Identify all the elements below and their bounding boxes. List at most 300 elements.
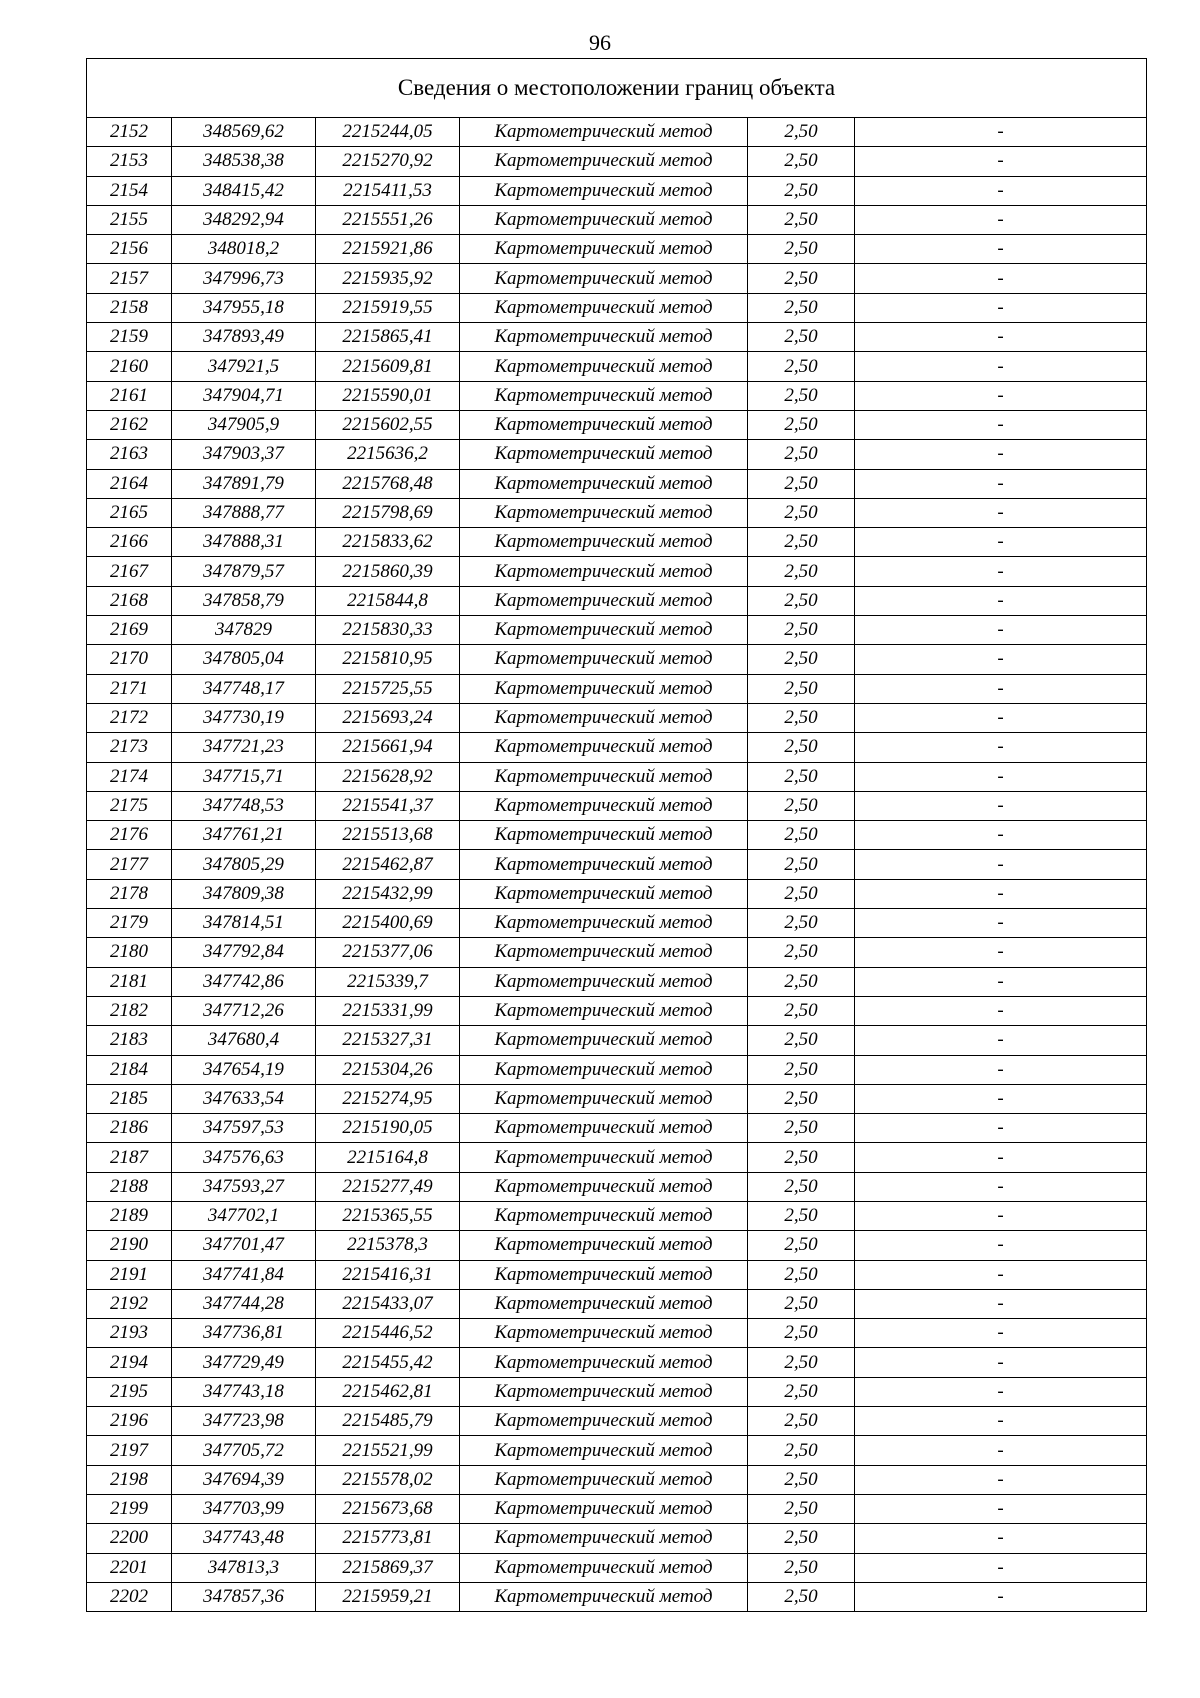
y-coordinate-cell: 2215331,99 [316, 996, 460, 1025]
y-coordinate-cell: 2215400,69 [316, 909, 460, 938]
table-row [87, 1201, 1147, 1230]
table-row [87, 1465, 1147, 1494]
description-cell: - [855, 616, 1147, 645]
y-coordinate-cell: 2215446,52 [316, 1319, 460, 1348]
accuracy-cell: 2,50 [748, 821, 855, 850]
point-number-cell: 2185 [87, 1084, 172, 1113]
point-number-cell: 2201 [87, 1553, 172, 1582]
description-cell: - [855, 703, 1147, 732]
method-cell: Картометрический метод [460, 733, 748, 762]
table-row [87, 1377, 1147, 1406]
point-number-cell: 2176 [87, 821, 172, 850]
accuracy-cell: 2,50 [748, 996, 855, 1025]
table-row [87, 1231, 1147, 1260]
x-coordinate-cell: 347858,79 [172, 586, 316, 615]
table-row [87, 1407, 1147, 1436]
point-number-cell: 2186 [87, 1114, 172, 1143]
description-cell: - [855, 1201, 1147, 1230]
accuracy-cell: 2,50 [748, 703, 855, 732]
description-cell: - [855, 293, 1147, 322]
y-coordinate-cell: 2215602,55 [316, 410, 460, 439]
method-cell: Картометрический метод [460, 1114, 748, 1143]
description-cell: - [855, 996, 1147, 1025]
accuracy-cell: 2,50 [748, 1143, 855, 1172]
description-cell: - [855, 1582, 1147, 1611]
x-coordinate-cell: 347879,57 [172, 557, 316, 586]
table-row [87, 967, 1147, 996]
point-number-cell: 2171 [87, 674, 172, 703]
description-cell: - [855, 381, 1147, 410]
accuracy-cell: 2,50 [748, 1289, 855, 1318]
table-row [87, 1348, 1147, 1377]
y-coordinate-cell: 2215628,92 [316, 762, 460, 791]
x-coordinate-cell: 347805,04 [172, 645, 316, 674]
accuracy-cell: 2,50 [748, 850, 855, 879]
point-number-cell: 2166 [87, 528, 172, 557]
table-row [87, 118, 1147, 147]
description-cell: - [855, 1114, 1147, 1143]
description-cell: - [855, 762, 1147, 791]
table-row [87, 1582, 1147, 1611]
accuracy-cell: 2,50 [748, 264, 855, 293]
x-coordinate-cell: 347829 [172, 616, 316, 645]
point-number-cell: 2198 [87, 1465, 172, 1494]
y-coordinate-cell: 2215725,55 [316, 674, 460, 703]
point-number-cell: 2187 [87, 1143, 172, 1172]
table-row [87, 762, 1147, 791]
y-coordinate-cell: 2215693,24 [316, 703, 460, 732]
x-coordinate-cell: 347905,9 [172, 410, 316, 439]
x-coordinate-cell: 347742,86 [172, 967, 316, 996]
accuracy-cell: 2,50 [748, 469, 855, 498]
point-number-cell: 2180 [87, 938, 172, 967]
method-cell: Картометрический метод [460, 410, 748, 439]
y-coordinate-cell: 2215416,31 [316, 1260, 460, 1289]
table-row [87, 381, 1147, 410]
y-coordinate-cell: 2215432,99 [316, 879, 460, 908]
point-number-cell: 2159 [87, 323, 172, 352]
description-cell: - [855, 1143, 1147, 1172]
y-coordinate-cell: 2215485,79 [316, 1407, 460, 1436]
method-cell: Картометрический метод [460, 1377, 748, 1406]
x-coordinate-cell: 348415,42 [172, 176, 316, 205]
description-cell: - [855, 118, 1147, 147]
point-number-cell: 2160 [87, 352, 172, 381]
accuracy-cell: 2,50 [748, 1582, 855, 1611]
method-cell: Картометрический метод [460, 821, 748, 850]
y-coordinate-cell: 2215411,53 [316, 176, 460, 205]
point-number-cell: 2202 [87, 1582, 172, 1611]
table-row [87, 1114, 1147, 1143]
method-cell: Картометрический метод [460, 938, 748, 967]
accuracy-cell: 2,50 [748, 1494, 855, 1523]
accuracy-cell: 2,50 [748, 967, 855, 996]
table-row [87, 323, 1147, 352]
method-cell: Картометрический метод [460, 381, 748, 410]
table-row [87, 703, 1147, 732]
x-coordinate-cell: 347701,47 [172, 1231, 316, 1260]
method-cell: Картометрический метод [460, 469, 748, 498]
table-row [87, 440, 1147, 469]
point-number-cell: 2158 [87, 293, 172, 322]
method-cell: Картометрический метод [460, 176, 748, 205]
point-number-cell: 2188 [87, 1172, 172, 1201]
method-cell: Картометрический метод [460, 967, 748, 996]
table-row [87, 1026, 1147, 1055]
x-coordinate-cell: 347904,71 [172, 381, 316, 410]
accuracy-cell: 2,50 [748, 879, 855, 908]
accuracy-cell: 2,50 [748, 440, 855, 469]
accuracy-cell: 2,50 [748, 1231, 855, 1260]
point-number-cell: 2195 [87, 1377, 172, 1406]
x-coordinate-cell: 348292,94 [172, 205, 316, 234]
method-cell: Картометрический метод [460, 205, 748, 234]
accuracy-cell: 2,50 [748, 1377, 855, 1406]
y-coordinate-cell: 2215551,26 [316, 205, 460, 234]
y-coordinate-cell: 2215578,02 [316, 1465, 460, 1494]
method-cell: Картометрический метод [460, 791, 748, 820]
description-cell: - [855, 1231, 1147, 1260]
method-cell: Картометрический метод [460, 1465, 748, 1494]
y-coordinate-cell: 2215636,2 [316, 440, 460, 469]
y-coordinate-cell: 2215164,8 [316, 1143, 460, 1172]
method-cell: Картометрический метод [460, 1260, 748, 1289]
y-coordinate-cell: 2215377,06 [316, 938, 460, 967]
method-cell: Картометрический метод [460, 1582, 748, 1611]
description-cell: - [855, 323, 1147, 352]
boundary-table [86, 58, 1147, 1612]
accuracy-cell: 2,50 [748, 352, 855, 381]
method-cell: Картометрический метод [460, 293, 748, 322]
table-title-row [87, 59, 1147, 118]
accuracy-cell: 2,50 [748, 791, 855, 820]
description-cell: - [855, 1348, 1147, 1377]
method-cell: Картометрический метод [460, 264, 748, 293]
method-cell: Картометрический метод [460, 1319, 748, 1348]
x-coordinate-cell: 347814,51 [172, 909, 316, 938]
table-row [87, 1319, 1147, 1348]
method-cell: Картометрический метод [460, 323, 748, 352]
y-coordinate-cell: 2215919,55 [316, 293, 460, 322]
table-row [87, 528, 1147, 557]
method-cell: Картометрический метод [460, 616, 748, 645]
x-coordinate-cell: 347593,27 [172, 1172, 316, 1201]
description-cell: - [855, 410, 1147, 439]
accuracy-cell: 2,50 [748, 557, 855, 586]
method-cell: Картометрический метод [460, 850, 748, 879]
x-coordinate-cell: 347702,1 [172, 1201, 316, 1230]
accuracy-cell: 2,50 [748, 1524, 855, 1553]
point-number-cell: 2191 [87, 1260, 172, 1289]
point-number-cell: 2190 [87, 1231, 172, 1260]
method-cell: Картометрический метод [460, 147, 748, 176]
accuracy-cell: 2,50 [748, 586, 855, 615]
table-row [87, 1055, 1147, 1084]
accuracy-cell: 2,50 [748, 147, 855, 176]
y-coordinate-cell: 2215860,39 [316, 557, 460, 586]
y-coordinate-cell: 2215798,69 [316, 498, 460, 527]
description-cell: - [855, 1260, 1147, 1289]
point-number-cell: 2174 [87, 762, 172, 791]
method-cell: Картометрический метод [460, 1055, 748, 1084]
accuracy-cell: 2,50 [748, 410, 855, 439]
x-coordinate-cell: 347888,77 [172, 498, 316, 527]
method-cell: Картометрический метод [460, 1289, 748, 1318]
point-number-cell: 2161 [87, 381, 172, 410]
method-cell: Картометрический метод [460, 703, 748, 732]
x-coordinate-cell: 347893,49 [172, 323, 316, 352]
method-cell: Картометрический метод [460, 1084, 748, 1113]
point-number-cell: 2167 [87, 557, 172, 586]
point-number-cell: 2193 [87, 1319, 172, 1348]
y-coordinate-cell: 2215541,37 [316, 791, 460, 820]
y-coordinate-cell: 2215365,55 [316, 1201, 460, 1230]
method-cell: Картометрический метод [460, 235, 748, 264]
x-coordinate-cell: 347805,29 [172, 850, 316, 879]
y-coordinate-cell: 2215455,42 [316, 1348, 460, 1377]
y-coordinate-cell: 2215830,33 [316, 616, 460, 645]
x-coordinate-cell: 347996,73 [172, 264, 316, 293]
point-number-cell: 2153 [87, 147, 172, 176]
accuracy-cell: 2,50 [748, 1114, 855, 1143]
x-coordinate-cell: 347741,84 [172, 1260, 316, 1289]
description-cell: - [855, 264, 1147, 293]
y-coordinate-cell: 2215521,99 [316, 1436, 460, 1465]
x-coordinate-cell: 347955,18 [172, 293, 316, 322]
description-cell: - [855, 1494, 1147, 1523]
x-coordinate-cell: 347703,99 [172, 1494, 316, 1523]
point-number-cell: 2194 [87, 1348, 172, 1377]
method-cell: Картометрический метод [460, 1026, 748, 1055]
table-row [87, 674, 1147, 703]
method-cell: Картометрический метод [460, 1172, 748, 1201]
method-cell: Картометрический метод [460, 1201, 748, 1230]
accuracy-cell: 2,50 [748, 1084, 855, 1113]
table-row [87, 410, 1147, 439]
point-number-cell: 2196 [87, 1407, 172, 1436]
description-cell: - [855, 1319, 1147, 1348]
method-cell: Картометрический метод [460, 1436, 748, 1465]
x-coordinate-cell: 347813,3 [172, 1553, 316, 1582]
accuracy-cell: 2,50 [748, 1465, 855, 1494]
description-cell: - [855, 967, 1147, 996]
y-coordinate-cell: 2215844,8 [316, 586, 460, 615]
x-coordinate-cell: 347694,39 [172, 1465, 316, 1494]
point-number-cell: 2169 [87, 616, 172, 645]
method-cell: Картометрический метод [460, 762, 748, 791]
description-cell: - [855, 352, 1147, 381]
accuracy-cell: 2,50 [748, 674, 855, 703]
description-cell: - [855, 235, 1147, 264]
point-number-cell: 2182 [87, 996, 172, 1025]
point-number-cell: 2175 [87, 791, 172, 820]
point-number-cell: 2156 [87, 235, 172, 264]
point-number-cell: 2168 [87, 586, 172, 615]
point-number-cell: 2165 [87, 498, 172, 527]
description-cell: - [855, 1084, 1147, 1113]
description-cell: - [855, 1377, 1147, 1406]
description-cell: - [855, 1465, 1147, 1494]
point-number-cell: 2184 [87, 1055, 172, 1084]
x-coordinate-cell: 347761,21 [172, 821, 316, 850]
method-cell: Картометрический метод [460, 1348, 748, 1377]
method-cell: Картометрический метод [460, 440, 748, 469]
x-coordinate-cell: 347633,54 [172, 1084, 316, 1113]
y-coordinate-cell: 2215609,81 [316, 352, 460, 381]
table-row [87, 586, 1147, 615]
x-coordinate-cell: 347748,53 [172, 791, 316, 820]
y-coordinate-cell: 2215773,81 [316, 1524, 460, 1553]
y-coordinate-cell: 2215833,62 [316, 528, 460, 557]
description-cell: - [855, 1553, 1147, 1582]
table-row [87, 733, 1147, 762]
table-row [87, 1260, 1147, 1289]
table-row [87, 176, 1147, 205]
description-cell: - [855, 1289, 1147, 1318]
description-cell: - [855, 498, 1147, 527]
table-row [87, 352, 1147, 381]
x-coordinate-cell: 347792,84 [172, 938, 316, 967]
x-coordinate-cell: 347743,18 [172, 1377, 316, 1406]
point-number-cell: 2163 [87, 440, 172, 469]
point-number-cell: 2177 [87, 850, 172, 879]
method-cell: Картометрический метод [460, 1553, 748, 1582]
x-coordinate-cell: 347576,63 [172, 1143, 316, 1172]
method-cell: Картометрический метод [460, 909, 748, 938]
table-row [87, 879, 1147, 908]
method-cell: Картометрический метод [460, 1524, 748, 1553]
point-number-cell: 2172 [87, 703, 172, 732]
x-coordinate-cell: 347712,26 [172, 996, 316, 1025]
table-row [87, 293, 1147, 322]
x-coordinate-cell: 347736,81 [172, 1319, 316, 1348]
description-cell: - [855, 440, 1147, 469]
method-cell: Картометрический метод [460, 674, 748, 703]
x-coordinate-cell: 348538,38 [172, 147, 316, 176]
method-cell: Картометрический метод [460, 1143, 748, 1172]
method-cell: Картометрический метод [460, 879, 748, 908]
accuracy-cell: 2,50 [748, 1260, 855, 1289]
description-cell: - [855, 1172, 1147, 1201]
table-row [87, 645, 1147, 674]
method-cell: Картометрический метод [460, 645, 748, 674]
accuracy-cell: 2,50 [748, 1026, 855, 1055]
y-coordinate-cell: 2215378,3 [316, 1231, 460, 1260]
point-number-cell: 2154 [87, 176, 172, 205]
table-row [87, 996, 1147, 1025]
x-coordinate-cell: 347680,4 [172, 1026, 316, 1055]
description-cell: - [855, 1055, 1147, 1084]
point-number-cell: 2157 [87, 264, 172, 293]
x-coordinate-cell: 347730,19 [172, 703, 316, 732]
description-cell: - [855, 821, 1147, 850]
table-row [87, 235, 1147, 264]
description-cell: - [855, 938, 1147, 967]
y-coordinate-cell: 2215277,49 [316, 1172, 460, 1201]
method-cell: Картометрический метод [460, 528, 748, 557]
point-number-cell: 2178 [87, 879, 172, 908]
y-coordinate-cell: 2215462,87 [316, 850, 460, 879]
method-cell: Картометрический метод [460, 498, 748, 527]
description-cell: - [855, 176, 1147, 205]
point-number-cell: 2173 [87, 733, 172, 762]
table-row [87, 147, 1147, 176]
x-coordinate-cell: 347597,53 [172, 1114, 316, 1143]
point-number-cell: 2179 [87, 909, 172, 938]
y-coordinate-cell: 2215661,94 [316, 733, 460, 762]
point-number-cell: 2199 [87, 1494, 172, 1523]
accuracy-cell: 2,50 [748, 938, 855, 967]
y-coordinate-cell: 2215810,95 [316, 645, 460, 674]
point-number-cell: 2192 [87, 1289, 172, 1318]
description-cell: - [855, 1524, 1147, 1553]
description-cell: - [855, 879, 1147, 908]
table-row [87, 498, 1147, 527]
table-row [87, 938, 1147, 967]
x-coordinate-cell: 347748,17 [172, 674, 316, 703]
table-row [87, 909, 1147, 938]
accuracy-cell: 2,50 [748, 733, 855, 762]
point-number-cell: 2181 [87, 967, 172, 996]
table-row [87, 791, 1147, 820]
accuracy-cell: 2,50 [748, 1553, 855, 1582]
accuracy-cell: 2,50 [748, 1201, 855, 1230]
method-cell: Картометрический метод [460, 1407, 748, 1436]
description-cell: - [855, 733, 1147, 762]
table-row [87, 821, 1147, 850]
y-coordinate-cell: 2215865,41 [316, 323, 460, 352]
point-number-cell: 2164 [87, 469, 172, 498]
accuracy-cell: 2,50 [748, 176, 855, 205]
x-coordinate-cell: 347891,79 [172, 469, 316, 498]
accuracy-cell: 2,50 [748, 1436, 855, 1465]
y-coordinate-cell: 2215190,05 [316, 1114, 460, 1143]
accuracy-cell: 2,50 [748, 293, 855, 322]
accuracy-cell: 2,50 [748, 1055, 855, 1084]
y-coordinate-cell: 2215304,26 [316, 1055, 460, 1084]
accuracy-cell: 2,50 [748, 762, 855, 791]
y-coordinate-cell: 2215244,05 [316, 118, 460, 147]
description-cell: - [855, 528, 1147, 557]
accuracy-cell: 2,50 [748, 118, 855, 147]
description-cell: - [855, 557, 1147, 586]
y-coordinate-cell: 2215327,31 [316, 1026, 460, 1055]
y-coordinate-cell: 2215959,21 [316, 1582, 460, 1611]
table-row [87, 469, 1147, 498]
table-row [87, 850, 1147, 879]
table-row [87, 205, 1147, 234]
description-cell: - [855, 1436, 1147, 1465]
accuracy-cell: 2,50 [748, 528, 855, 557]
table-row [87, 616, 1147, 645]
x-coordinate-cell: 347743,48 [172, 1524, 316, 1553]
method-cell: Картометрический метод [460, 996, 748, 1025]
y-coordinate-cell: 2215673,68 [316, 1494, 460, 1523]
y-coordinate-cell: 2215768,48 [316, 469, 460, 498]
table-row [87, 1436, 1147, 1465]
point-number-cell: 2183 [87, 1026, 172, 1055]
description-cell: - [855, 1407, 1147, 1436]
table-row [87, 557, 1147, 586]
y-coordinate-cell: 2215462,81 [316, 1377, 460, 1406]
table-row [87, 264, 1147, 293]
accuracy-cell: 2,50 [748, 1319, 855, 1348]
description-cell: - [855, 791, 1147, 820]
x-coordinate-cell: 347705,72 [172, 1436, 316, 1465]
table-row [87, 1553, 1147, 1582]
table-row [87, 1172, 1147, 1201]
description-cell: - [855, 469, 1147, 498]
